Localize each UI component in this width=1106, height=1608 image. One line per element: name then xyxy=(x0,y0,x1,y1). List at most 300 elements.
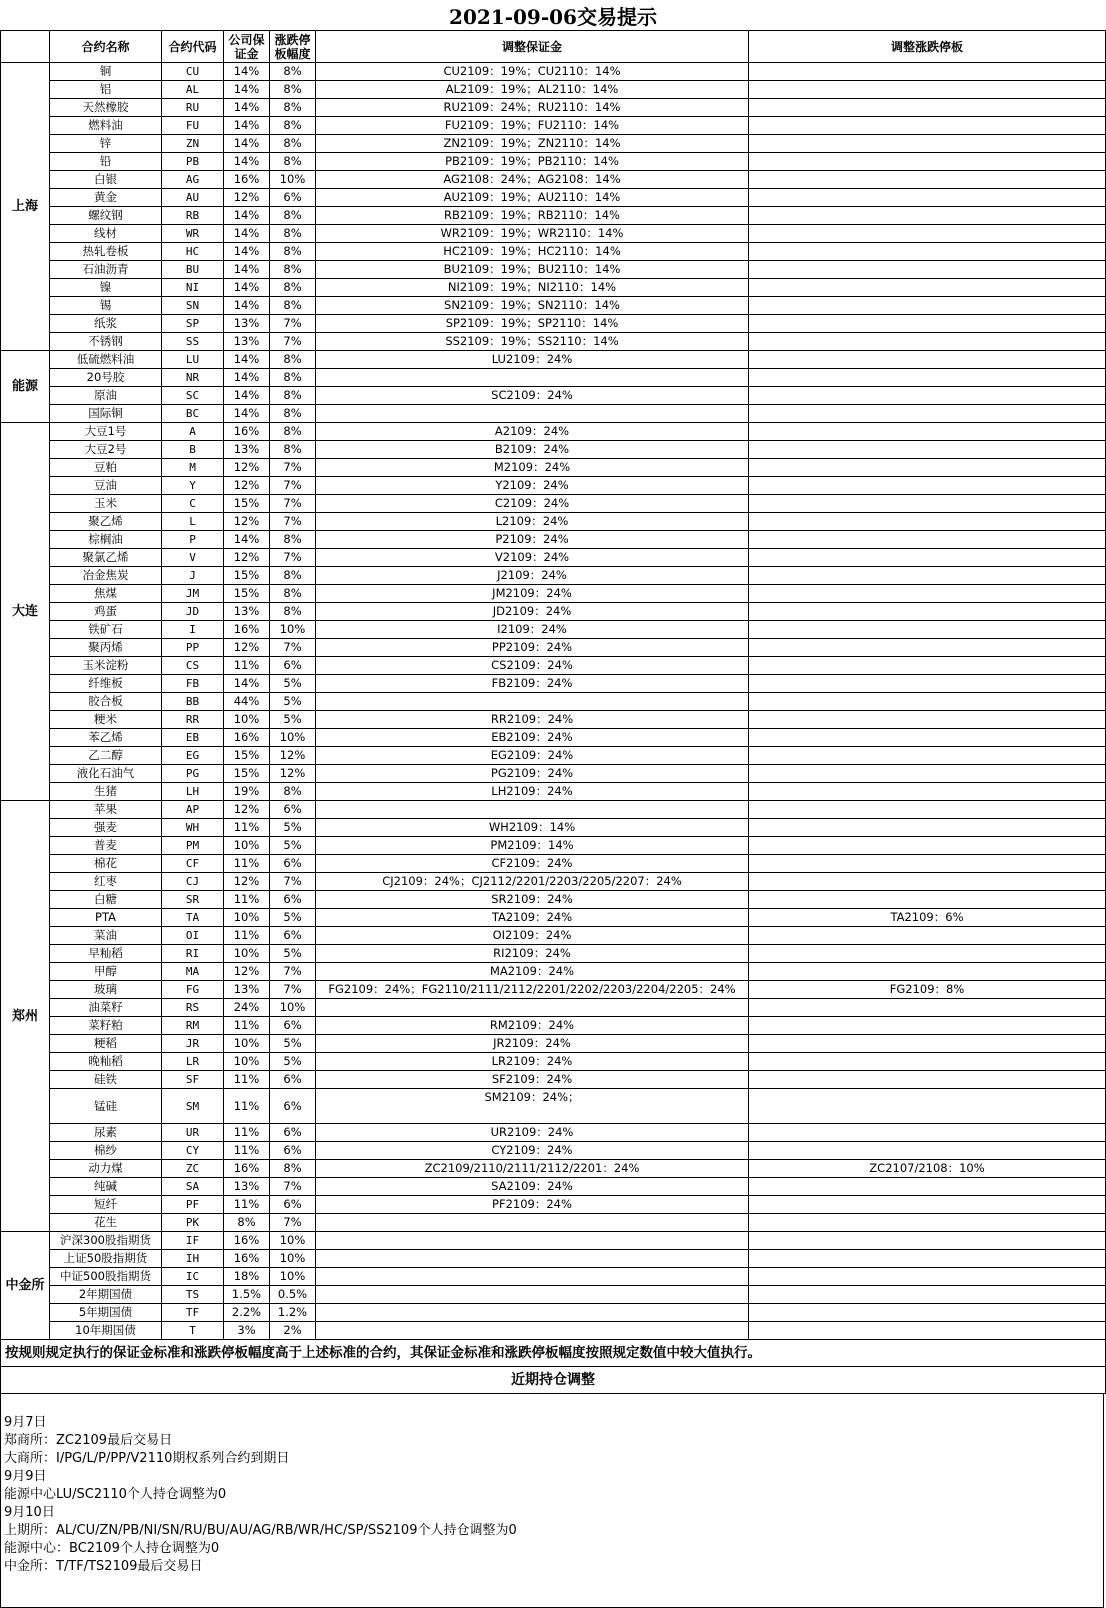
adjusted-margin: UR2109：24% xyxy=(316,1124,749,1142)
company-margin: 14% xyxy=(224,261,270,279)
company-margin: 10% xyxy=(224,1035,270,1053)
contract-code: UR xyxy=(162,1124,224,1142)
adjusted-margin: MA2109：24% xyxy=(316,963,749,981)
table-row xyxy=(1,837,1106,855)
adjusted-limit xyxy=(749,207,1106,225)
contract-code: JD xyxy=(162,603,224,621)
contract-name: 苹果 xyxy=(50,801,162,819)
contract-code: PG xyxy=(162,765,224,783)
price-limit: 5% xyxy=(270,693,316,711)
contract-name: 热轧卷板 xyxy=(50,243,162,261)
adjusted-margin: C2109：24% xyxy=(316,495,749,513)
header-adjusted-margin: 调整保证金 xyxy=(316,31,749,63)
contract-code: OI xyxy=(162,927,224,945)
price-limit: 8% xyxy=(270,423,316,441)
position-line: 大商所：I/PG/L/P/PP/V2110期权系列合约到期日 xyxy=(4,1451,290,1466)
adjusted-limit xyxy=(749,189,1106,207)
adjusted-limit xyxy=(749,855,1106,873)
adjusted-limit xyxy=(749,657,1106,675)
company-margin: 8% xyxy=(224,1214,270,1232)
company-margin: 15% xyxy=(224,765,270,783)
exchange-name: 大连 xyxy=(1,423,50,801)
adjusted-margin: V2109：24% xyxy=(316,549,749,567)
adjusted-margin: CF2109：24% xyxy=(316,855,749,873)
contract-name: 玉米淀粉 xyxy=(50,657,162,675)
price-limit: 7% xyxy=(270,333,316,351)
company-margin: 14% xyxy=(224,207,270,225)
table-row xyxy=(1,1017,1106,1035)
adjusted-limit xyxy=(749,441,1106,459)
adjusted-limit xyxy=(749,243,1106,261)
exchange-name: 能源 xyxy=(1,351,50,423)
table-row xyxy=(1,729,1106,747)
contract-code: PB xyxy=(162,153,224,171)
adjusted-limit: TA2109：6% xyxy=(749,909,1106,927)
adjusted-limit xyxy=(749,387,1106,405)
table-row xyxy=(1,981,1106,999)
price-limit: 6% xyxy=(270,1124,316,1142)
contract-code: IC xyxy=(162,1268,224,1286)
company-margin: 12% xyxy=(224,459,270,477)
adjusted-limit xyxy=(749,531,1106,549)
contract-code: CU xyxy=(162,63,224,81)
table-row xyxy=(1,99,1106,117)
company-margin: 11% xyxy=(224,657,270,675)
company-margin: 14% xyxy=(224,153,270,171)
table-row xyxy=(1,585,1106,603)
adjusted-limit xyxy=(749,747,1106,765)
table-row xyxy=(1,423,1106,441)
adjusted-limit xyxy=(749,153,1106,171)
company-margin: 12% xyxy=(224,549,270,567)
contract-name: 上证50股指期货 xyxy=(50,1250,162,1268)
price-limit: 10% xyxy=(270,1268,316,1286)
adjusted-limit xyxy=(749,1142,1106,1160)
contract-name: 黄金 xyxy=(50,189,162,207)
contract-code: LR xyxy=(162,1053,224,1071)
contract-name: 粳米 xyxy=(50,711,162,729)
contract-name: 棉花 xyxy=(50,855,162,873)
contract-name: 大豆1号 xyxy=(50,423,162,441)
company-margin: 14% xyxy=(224,117,270,135)
contract-code: SP xyxy=(162,315,224,333)
company-margin: 14% xyxy=(224,531,270,549)
adjusted-limit xyxy=(749,1268,1106,1286)
adjusted-margin: ZN2109：19%；ZN2110：14% xyxy=(316,135,749,153)
company-margin: 11% xyxy=(224,819,270,837)
contract-code: NI xyxy=(162,279,224,297)
position-line: 9月7日 xyxy=(4,1415,47,1430)
contract-code: RB xyxy=(162,207,224,225)
adjusted-margin xyxy=(316,693,749,711)
price-limit: 8% xyxy=(270,63,316,81)
company-margin: 12% xyxy=(224,189,270,207)
company-margin: 16% xyxy=(224,171,270,189)
contract-code: HC xyxy=(162,243,224,261)
contract-code: L xyxy=(162,513,224,531)
table-row xyxy=(1,621,1106,639)
price-limit: 10% xyxy=(270,729,316,747)
adjusted-limit xyxy=(749,297,1106,315)
adjusted-limit xyxy=(749,477,1106,495)
adjusted-margin: RR2109：24% xyxy=(316,711,749,729)
table-row xyxy=(1,441,1106,459)
adjusted-margin: RM2109：24% xyxy=(316,1017,749,1035)
adjusted-margin: Y2109：24% xyxy=(316,477,749,495)
price-limit: 6% xyxy=(270,657,316,675)
price-limit: 8% xyxy=(270,117,316,135)
price-limit: 7% xyxy=(270,549,316,567)
price-limit: 8% xyxy=(270,369,316,387)
company-margin: 14% xyxy=(224,225,270,243)
contract-code: FU xyxy=(162,117,224,135)
adjusted-limit xyxy=(749,1232,1106,1250)
price-limit: 12% xyxy=(270,765,316,783)
adjusted-margin xyxy=(316,1250,749,1268)
price-limit: 7% xyxy=(270,1214,316,1232)
contract-code: PM xyxy=(162,837,224,855)
contract-code: V xyxy=(162,549,224,567)
header-exchange xyxy=(1,31,50,63)
table-body xyxy=(1,63,1106,1340)
table-row xyxy=(1,243,1106,261)
contract-name: 锌 xyxy=(50,135,162,153)
price-limit: 8% xyxy=(270,387,316,405)
adjusted-limit xyxy=(749,1196,1106,1214)
contract-code: T xyxy=(162,1322,224,1340)
company-margin: 16% xyxy=(224,1250,270,1268)
price-limit: 10% xyxy=(270,621,316,639)
contract-name: 白银 xyxy=(50,171,162,189)
price-limit: 7% xyxy=(270,963,316,981)
contract-code: SC xyxy=(162,387,224,405)
table-row xyxy=(1,63,1106,81)
company-margin: 13% xyxy=(224,333,270,351)
table-row xyxy=(1,117,1106,135)
company-margin: 14% xyxy=(224,279,270,297)
adjusted-limit xyxy=(749,711,1106,729)
adjusted-margin: RB2109：19%；RB2110：14% xyxy=(316,207,749,225)
contract-code: LU xyxy=(162,351,224,369)
contract-name: 5年期国债 xyxy=(50,1304,162,1322)
adjusted-limit xyxy=(749,999,1106,1017)
price-limit: 7% xyxy=(270,1178,316,1196)
company-margin: 12% xyxy=(224,639,270,657)
adjusted-margin: PB2109：19%；PB2110：14% xyxy=(316,153,749,171)
company-margin: 15% xyxy=(224,567,270,585)
table-row xyxy=(1,1071,1106,1089)
note-row xyxy=(1,1340,1106,1367)
adjusted-limit xyxy=(749,261,1106,279)
contract-code: TS xyxy=(162,1286,224,1304)
contract-name: 螺纹钢 xyxy=(50,207,162,225)
company-margin: 10% xyxy=(224,837,270,855)
contract-code: AG xyxy=(162,171,224,189)
table-row xyxy=(1,1178,1106,1196)
table-row xyxy=(1,207,1106,225)
adjusted-limit xyxy=(749,783,1106,801)
company-margin: 13% xyxy=(224,603,270,621)
company-margin: 14% xyxy=(224,99,270,117)
adjusted-limit xyxy=(749,171,1106,189)
price-limit: 8% xyxy=(270,153,316,171)
adjusted-margin: PM2109：14% xyxy=(316,837,749,855)
adjusted-margin: SS2109：19%；SS2110：14% xyxy=(316,333,749,351)
price-limit: 8% xyxy=(270,135,316,153)
adjusted-limit xyxy=(749,351,1106,369)
adjusted-margin: AU2109：19%；AU2110：14% xyxy=(316,189,749,207)
price-limit: 10% xyxy=(270,1250,316,1268)
table-row xyxy=(1,153,1106,171)
contract-code: I xyxy=(162,621,224,639)
contract-name: 纸浆 xyxy=(50,315,162,333)
table-row xyxy=(1,657,1106,675)
adjusted-margin: JD2109：24% xyxy=(316,603,749,621)
contract-name: 菜油 xyxy=(50,927,162,945)
adjusted-margin: SA2109：24% xyxy=(316,1178,749,1196)
company-margin: 16% xyxy=(224,729,270,747)
adjusted-margin: SP2109：19%；SP2110：14% xyxy=(316,315,749,333)
contract-code: TF xyxy=(162,1304,224,1322)
company-margin: 14% xyxy=(224,135,270,153)
contract-code: RU xyxy=(162,99,224,117)
adjusted-margin: SN2109：19%；SN2110：14% xyxy=(316,297,749,315)
table-row xyxy=(1,189,1106,207)
adjusted-limit xyxy=(749,423,1106,441)
contract-code: BU xyxy=(162,261,224,279)
adjusted-limit xyxy=(749,963,1106,981)
adjusted-margin xyxy=(316,405,749,423)
position-line: 能源中心：BC2109个人持仓调整为0 xyxy=(4,1541,220,1556)
adjusted-limit xyxy=(749,1322,1106,1340)
price-limit: 6% xyxy=(270,891,316,909)
company-margin: 14% xyxy=(224,243,270,261)
contract-name: 菜籽粕 xyxy=(50,1017,162,1035)
table-row xyxy=(1,531,1106,549)
adjusted-margin: SF2109：24% xyxy=(316,1071,749,1089)
adjusted-limit xyxy=(749,675,1106,693)
adjusted-limit xyxy=(749,315,1106,333)
price-limit: 8% xyxy=(270,441,316,459)
position-line: 9月10日 xyxy=(4,1505,55,1520)
contract-name: 燃料油 xyxy=(50,117,162,135)
contract-name: 20号胶 xyxy=(50,369,162,387)
price-limit: 8% xyxy=(270,99,316,117)
contract-name: 10年期国债 xyxy=(50,1322,162,1340)
company-margin: 15% xyxy=(224,747,270,765)
contract-name: 铜 xyxy=(50,63,162,81)
header-contract-code: 合约代码 xyxy=(162,31,224,63)
adjusted-limit xyxy=(749,873,1106,891)
contract-name: 白糖 xyxy=(50,891,162,909)
adjusted-limit xyxy=(749,513,1106,531)
contract-code: SS xyxy=(162,333,224,351)
contract-name: 铁矿石 xyxy=(50,621,162,639)
contract-code: Y xyxy=(162,477,224,495)
contract-name: 油菜籽 xyxy=(50,999,162,1017)
contract-name: 乙二醇 xyxy=(50,747,162,765)
contract-code: SA xyxy=(162,1178,224,1196)
company-margin: 11% xyxy=(224,927,270,945)
table-row xyxy=(1,1286,1106,1304)
price-limit: 6% xyxy=(270,1142,316,1160)
contract-name: 棉纱 xyxy=(50,1142,162,1160)
company-margin: 14% xyxy=(224,369,270,387)
company-margin: 14% xyxy=(224,351,270,369)
adjusted-limit xyxy=(749,81,1106,99)
contract-code: A xyxy=(162,423,224,441)
contract-code: JR xyxy=(162,1035,224,1053)
adjusted-limit xyxy=(749,765,1106,783)
header-adjusted-limit: 调整涨跌停板 xyxy=(749,31,1106,63)
price-limit: 12% xyxy=(270,747,316,765)
company-margin: 18% xyxy=(224,1268,270,1286)
table-row xyxy=(1,909,1106,927)
table-row xyxy=(1,1196,1106,1214)
contract-code: WR xyxy=(162,225,224,243)
header-price-limit: 涨跌停板幅度 xyxy=(270,31,316,63)
note-text: 按规则规定执行的保证金标准和涨跌停板幅度高于上述标准的合约，其保证金标准和涨跌停板幅度按照规定数值中较大值执行。 xyxy=(1,1340,1106,1367)
contract-code: CY xyxy=(162,1142,224,1160)
table-row xyxy=(1,963,1106,981)
adjusted-margin: AL2109：19%；AL2110：14% xyxy=(316,81,749,99)
adjusted-margin: WH2109：14% xyxy=(316,819,749,837)
contract-name: 豆油 xyxy=(50,477,162,495)
adjusted-limit xyxy=(749,693,1106,711)
table-row xyxy=(1,945,1106,963)
contract-name: 沪深300股指期货 xyxy=(50,1232,162,1250)
table-row xyxy=(1,387,1106,405)
adjusted-limit xyxy=(749,1304,1106,1322)
contract-name: 苯乙烯 xyxy=(50,729,162,747)
price-limit: 8% xyxy=(270,531,316,549)
adjusted-limit xyxy=(749,567,1106,585)
adjusted-margin: LR2109：24% xyxy=(316,1053,749,1071)
table-row xyxy=(1,513,1106,531)
table-row xyxy=(1,1089,1106,1124)
contract-name: 2年期国债 xyxy=(50,1286,162,1304)
contract-name: 不锈钢 xyxy=(50,333,162,351)
trading-table xyxy=(0,30,1106,1394)
contract-name: 大豆2号 xyxy=(50,441,162,459)
price-limit: 5% xyxy=(270,1035,316,1053)
price-limit: 8% xyxy=(270,783,316,801)
contract-name: 国际铜 xyxy=(50,405,162,423)
contract-name: 冶金焦炭 xyxy=(50,567,162,585)
adjusted-margin: L2109：24% xyxy=(316,513,749,531)
company-margin: 13% xyxy=(224,1178,270,1196)
price-limit: 7% xyxy=(270,477,316,495)
price-limit: 10% xyxy=(270,999,316,1017)
adjusted-limit xyxy=(749,279,1106,297)
table-row xyxy=(1,495,1106,513)
table-row xyxy=(1,855,1106,873)
contract-code: BB xyxy=(162,693,224,711)
adjusted-margin: J2109：24% xyxy=(316,567,749,585)
contract-code: SR xyxy=(162,891,224,909)
table-row xyxy=(1,603,1106,621)
adjusted-limit xyxy=(749,801,1106,819)
contract-name: 液化石油气 xyxy=(50,765,162,783)
table-row xyxy=(1,999,1106,1017)
price-limit: 6% xyxy=(270,801,316,819)
company-margin: 14% xyxy=(224,81,270,99)
contract-code: MA xyxy=(162,963,224,981)
contract-code: IH xyxy=(162,1250,224,1268)
contract-code: ZC xyxy=(162,1160,224,1178)
adjusted-margin: WR2109：19%；WR2110：14% xyxy=(316,225,749,243)
adjusted-margin xyxy=(316,801,749,819)
contract-code: CF xyxy=(162,855,224,873)
adjusted-margin xyxy=(316,369,749,387)
contract-name: 纯碱 xyxy=(50,1178,162,1196)
adjusted-limit: FG2109：8% xyxy=(749,981,1106,999)
table-row xyxy=(1,1232,1106,1250)
adjusted-limit xyxy=(749,603,1106,621)
price-limit: 8% xyxy=(270,207,316,225)
table-row xyxy=(1,1142,1106,1160)
contract-name: 玻璃 xyxy=(50,981,162,999)
price-limit: 2% xyxy=(270,1322,316,1340)
table-row xyxy=(1,315,1106,333)
contract-name: 聚丙烯 xyxy=(50,639,162,657)
adjusted-margin: EB2109：24% xyxy=(316,729,749,747)
price-limit: 5% xyxy=(270,837,316,855)
price-limit: 6% xyxy=(270,1017,316,1035)
position-title-row xyxy=(1,1367,1106,1394)
contract-code: CS xyxy=(162,657,224,675)
price-limit: 6% xyxy=(270,189,316,207)
table-row xyxy=(1,891,1106,909)
adjusted-limit xyxy=(749,819,1106,837)
contract-code: SM xyxy=(162,1089,224,1124)
adjusted-margin: PF2109：24% xyxy=(316,1196,749,1214)
price-limit: 8% xyxy=(270,279,316,297)
table-row xyxy=(1,333,1106,351)
exchange-name: 中金所 xyxy=(1,1232,50,1340)
adjusted-limit xyxy=(749,837,1106,855)
adjusted-limit xyxy=(749,927,1106,945)
company-margin: 14% xyxy=(224,387,270,405)
position-line: 郑商所：ZC2109最后交易日 xyxy=(4,1433,173,1448)
contract-code: M xyxy=(162,459,224,477)
contract-code: C xyxy=(162,495,224,513)
company-margin: 16% xyxy=(224,621,270,639)
adjusted-limit xyxy=(749,585,1106,603)
table-row xyxy=(1,783,1106,801)
contract-name: 镍 xyxy=(50,279,162,297)
company-margin: 10% xyxy=(224,909,270,927)
contract-name: 聚乙烯 xyxy=(50,513,162,531)
table-row xyxy=(1,549,1106,567)
contract-name: 铅 xyxy=(50,153,162,171)
contract-name: 纤维板 xyxy=(50,675,162,693)
adjusted-margin: BU2109：19%；BU2110：14% xyxy=(316,261,749,279)
contract-code: B xyxy=(162,441,224,459)
table-row xyxy=(1,459,1106,477)
company-margin: 16% xyxy=(224,1232,270,1250)
adjusted-limit xyxy=(749,99,1106,117)
table-row xyxy=(1,279,1106,297)
header-contract-name: 合约名称 xyxy=(50,31,162,63)
adjusted-margin: JM2109：24% xyxy=(316,585,749,603)
contract-name: 玉米 xyxy=(50,495,162,513)
contract-name: 甲醇 xyxy=(50,963,162,981)
contract-code: AP xyxy=(162,801,224,819)
adjusted-margin: ZC2109/2110/2111/2112/2201：24% xyxy=(316,1160,749,1178)
adjusted-margin: M2109：24% xyxy=(316,459,749,477)
contract-name: 铝 xyxy=(50,81,162,99)
